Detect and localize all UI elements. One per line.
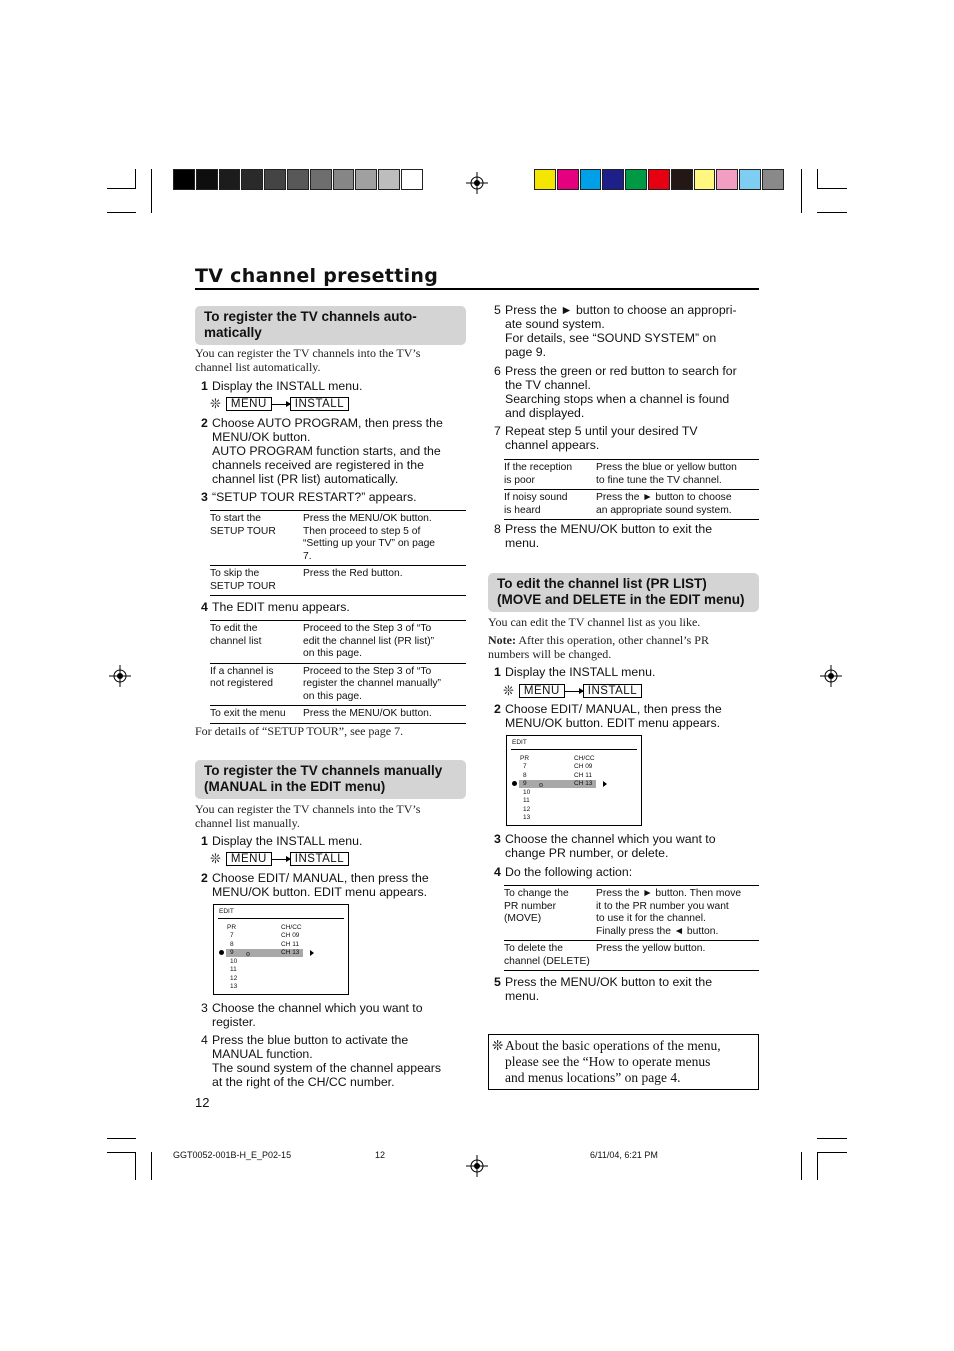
table-cell-condition: To start the SETUP TOUR bbox=[210, 513, 276, 537]
table-cell-condition: If a channel is not registered bbox=[210, 665, 274, 689]
section-heading-edit: To edit the channel list (PR LIST) (MOVE and DELETE in the EDIT menu) bbox=[488, 573, 759, 612]
crop-mark bbox=[817, 169, 818, 189]
arrow-right-icon bbox=[603, 781, 607, 787]
step-1: 1 Display the INSTALL menu. bbox=[494, 665, 656, 679]
color-swatch bbox=[648, 169, 670, 190]
color-swatch bbox=[355, 169, 377, 190]
color-swatch bbox=[378, 169, 400, 190]
edit-menu-screen: EDIT PR CH/CC 7 8 9 10 11 12 13 CH 09 CH 11 CH 13 bbox=[506, 735, 642, 826]
info-table bbox=[210, 510, 466, 596]
color-swatch bbox=[219, 169, 241, 190]
footer-date: 6/11/04, 6:21 PM bbox=[590, 1150, 658, 1160]
color-swatch bbox=[264, 169, 286, 190]
skip-icon bbox=[539, 783, 543, 787]
crop-mark bbox=[151, 1152, 152, 1180]
info-table bbox=[504, 459, 759, 520]
crop-mark bbox=[817, 1138, 847, 1139]
table-cell-condition: If the reception is poor bbox=[504, 462, 573, 486]
table-cell-action: Proceed to the Step 3 of “To edit the channel list (PR list)” on this page. bbox=[303, 623, 435, 659]
note-edit: Note: After this operation, other channel’s PR numbers will be changed. bbox=[488, 633, 709, 661]
table-cell-action: Press the ► button. Then move it to the PR number you want to use it for the channel. Finally press the ◄ button. bbox=[596, 888, 742, 937]
table-row bbox=[504, 941, 759, 971]
skip-icon bbox=[246, 952, 250, 956]
step-1: 1 Display the INSTALL menu. bbox=[201, 379, 363, 393]
arrow-right-icon bbox=[310, 950, 314, 956]
step-3: 3 Choose the channel which you want to register. bbox=[201, 1001, 423, 1029]
table-cell-action: Press the Red button. bbox=[303, 568, 403, 579]
table-row bbox=[210, 511, 466, 566]
crop-mark bbox=[817, 188, 847, 189]
step-5: 5 Press the MENU/OK button to exit the menu. bbox=[494, 975, 713, 1003]
table-cell-action: Press the yellow button. bbox=[596, 943, 706, 954]
footer-file: GGT0052-001B-H_E_P02-15 bbox=[173, 1150, 292, 1160]
color-swatch bbox=[287, 169, 309, 190]
table-cell-action: Press the MENU/OK button. bbox=[303, 708, 432, 719]
crop-mark bbox=[817, 1152, 818, 1180]
title-rule bbox=[195, 288, 759, 290]
step-3: 3 “SETUP TOUR RESTART?” appears. bbox=[201, 490, 417, 504]
color-swatch bbox=[694, 169, 716, 190]
color-swatch bbox=[716, 169, 738, 190]
color-swatch bbox=[241, 169, 263, 190]
crop-mark bbox=[817, 212, 847, 213]
color-swatch bbox=[310, 169, 332, 190]
table-row bbox=[210, 566, 466, 596]
color-swatch bbox=[401, 169, 423, 190]
registration-mark-icon bbox=[466, 172, 488, 194]
crop-mark bbox=[151, 169, 152, 213]
cursor-dot-icon bbox=[219, 950, 224, 955]
step-2: 2 Choose AUTO PROGRAM, then press the MENU/OK button. AUTO PROGRAM function starts, and the channels received are registered in the channel list (PR list) automatically. bbox=[201, 416, 443, 486]
color-swatch bbox=[602, 169, 624, 190]
step-1: 1 Display the INSTALL menu. bbox=[201, 834, 363, 848]
table-row bbox=[504, 460, 759, 490]
cursor-dot-icon bbox=[512, 781, 517, 786]
crop-mark bbox=[107, 212, 136, 213]
table-row bbox=[504, 886, 759, 941]
table-cell-condition: If noisy sound is heard bbox=[504, 492, 568, 516]
intro-edit: You can edit the TV channel list as you like. bbox=[488, 615, 701, 629]
section-heading-auto: To register the TV channels auto- matically bbox=[195, 306, 466, 345]
color-swatch bbox=[557, 169, 579, 190]
step-7: 7 Repeat step 5 until your desired TV channel appears. bbox=[494, 424, 698, 452]
table-row bbox=[504, 490, 759, 520]
color-swatch bbox=[534, 169, 556, 190]
color-swatch bbox=[739, 169, 761, 190]
step-8: 8 Press the MENU/OK button to exit the menu. bbox=[494, 522, 713, 550]
edit-menu-screen: EDIT PR CH/CC 7 8 9 10 11 12 13 CH 09 CH 11 CH 13 bbox=[213, 904, 349, 995]
table-cell-condition: To delete the channel (DELETE) bbox=[504, 943, 590, 967]
table-row bbox=[210, 706, 466, 724]
step-5: 5 Press the ► button to choose an appropri- ate sound system. For details, see “SOUND SYSTEM” on page 9. bbox=[494, 303, 737, 359]
step-4: 4 Press the blue button to activate the MANUAL function. The sound system of the channel appears at the right of the CH/CC number. bbox=[201, 1033, 441, 1089]
table-cell-action: Proceed to the Step 3 of “To register the channel manually” on this page. bbox=[303, 665, 441, 702]
crop-mark bbox=[135, 1152, 136, 1180]
color-swatch bbox=[580, 169, 602, 190]
intro-manual: You can register the TV channels into the TV’s channel list manually. bbox=[195, 802, 421, 830]
table-cell-action: Press the blue or yellow button to fine tune the TV channel. bbox=[596, 462, 737, 486]
step-4: 4 Do the following action: bbox=[494, 865, 633, 879]
crop-mark bbox=[801, 169, 802, 213]
registration-mark-icon bbox=[466, 1155, 488, 1177]
color-swatch bbox=[173, 169, 195, 190]
crop-mark bbox=[107, 1152, 136, 1153]
color-swatch bbox=[671, 169, 693, 190]
step-6: 6 Press the green or red button to search for the TV channel. Searching stops when a channel is found and displayed. bbox=[494, 364, 737, 420]
detail-note: For details of “SETUP TOUR”, see page 7. bbox=[195, 724, 404, 738]
step-2: 2 Choose EDIT/ MANUAL, then press the MENU/OK button. EDIT menu appears. bbox=[201, 871, 429, 899]
crop-mark bbox=[817, 1152, 847, 1153]
crop-mark bbox=[107, 1138, 136, 1139]
table-row bbox=[210, 621, 466, 664]
info-table bbox=[210, 620, 466, 724]
footer-page: 12 bbox=[375, 1150, 386, 1160]
table-cell-condition: To edit the channel list bbox=[210, 623, 262, 647]
page-number: 12 bbox=[195, 1095, 210, 1110]
table-row bbox=[210, 663, 466, 706]
table-cell-condition: To skip the SETUP TOUR bbox=[210, 568, 276, 592]
step-3: 3 Choose the channel which you want to change PR number, or delete. bbox=[494, 832, 716, 860]
info-table bbox=[504, 885, 759, 971]
page-title: TV channel presetting bbox=[195, 265, 439, 287]
crop-mark bbox=[135, 169, 136, 189]
color-swatch bbox=[762, 169, 784, 190]
color-swatch bbox=[625, 169, 647, 190]
table-cell-action: Press the ► button to choose an appropriate sound system. bbox=[596, 492, 732, 516]
section-heading-manual: To register the TV channels manually (MANUAL in the EDIT menu) bbox=[195, 760, 466, 799]
table-cell-condition: To exit the menu bbox=[210, 708, 286, 719]
color-swatch bbox=[196, 169, 218, 190]
step-4: 4 The EDIT menu appears. bbox=[201, 600, 350, 614]
registration-mark-icon bbox=[109, 665, 131, 687]
menu-path: ❊ MENU INSTALL bbox=[210, 396, 349, 412]
menu-path: ❊ MENU INSTALL bbox=[210, 851, 349, 867]
crop-mark bbox=[801, 1152, 802, 1180]
about-note: ❊ About the basic operations of the menu, please see the “How to operate menus and menus locations” on page 4. bbox=[488, 1034, 759, 1090]
menu-path: ❊ MENU INSTALL bbox=[503, 683, 642, 699]
color-swatch bbox=[333, 169, 355, 190]
intro-auto: You can register the TV channels into the TV’s channel list automatically. bbox=[195, 346, 421, 374]
step-2: 2 Choose EDIT/ MANUAL, then press the MENU/OK button. EDIT menu appears. bbox=[494, 702, 722, 730]
table-cell-condition: To change the PR number (MOVE) bbox=[504, 888, 569, 924]
crop-mark bbox=[107, 188, 136, 189]
table-cell-action: Press the MENU/OK button. Then proceed to step 5 of “Setting up your TV” on page 7. bbox=[303, 513, 436, 562]
registration-mark-icon bbox=[820, 665, 842, 687]
